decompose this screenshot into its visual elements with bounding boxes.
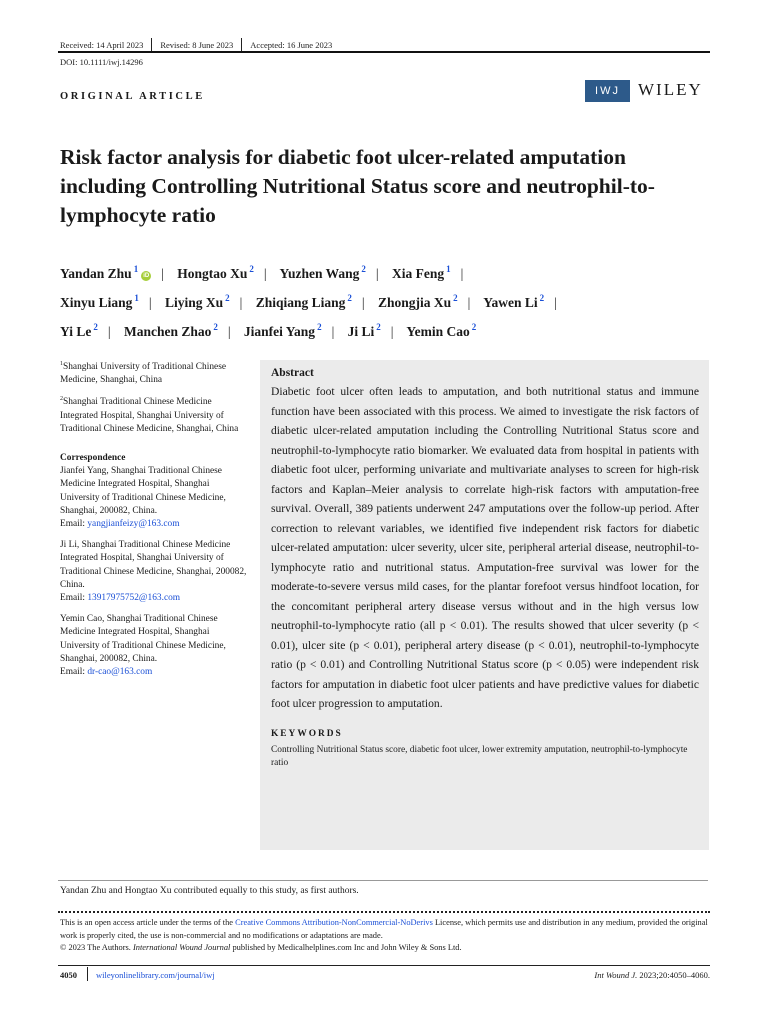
doi[interactable]: DOI: 10.1111/iwj.14296 <box>60 57 143 67</box>
correspondence-contact: Jianfei Yang, Shanghai Traditional Chinese Medicine Integrated Hospital, Shanghai University of Traditional Chinese Medicine, Shanghai, 200082, China. Email: yangjianfeizy@163.com <box>60 466 226 530</box>
article-dates <box>60 38 332 52</box>
page-number: 4050 <box>60 970 77 980</box>
author[interactable]: Yawen Li $^2$ <box>483 293 545 310</box>
email-link[interactable]: yangjianfeizy@163.com <box>87 519 180 530</box>
correspondence-heading: Correspondence <box>60 453 126 464</box>
affiliation: $^1$Shanghai University of Traditional Chinese Medicine, Shanghai, China <box>60 361 227 386</box>
footnote-rule <box>58 880 708 881</box>
footer-rule <box>58 965 710 966</box>
journal-logo-icon: IWJ <box>585 80 630 102</box>
article-type: ORIGINAL ARTICLE <box>60 91 205 102</box>
author[interactable]: Yemin Cao $^2$ <box>406 322 477 339</box>
journal-url-link[interactable]: wileyonlinelibrary.com/journal/iwj <box>96 970 215 980</box>
author[interactable]: Zhiqiang Liang $^2$ <box>255 293 352 310</box>
author[interactable]: Zhongjia Xu $^2$ <box>377 293 458 310</box>
author[interactable]: Hongtao Xu $^2$ <box>177 264 254 281</box>
accepted-date: Accepted: 16 June 2023 <box>250 40 333 50</box>
correspondence-contact: Ji Li, Shanghai Traditional Chinese Medicine Integrated Hospital, Shanghai University of Traditional Chinese Medicine, Shanghai, 200082, China. Email: 13917975752@163.com <box>60 540 247 604</box>
affiliation: $^2$Shanghai Traditional Chinese Medicine Integrated Hospital, Shanghai University of Traditional Chinese Medicine, Shanghai, China <box>60 396 239 434</box>
author[interactable]: Yuzhen Wang $^2$ <box>279 264 366 281</box>
keywords: Controlling Nutritional Status score, diabetic foot ulcer, lower extremity amputation, neutrophil-to-lymphocyte ratio <box>271 744 688 768</box>
article-title: Risk factor analysis for diabetic foot ulcer-related amputation including Controlling Nutritional Status score and neutrophil-to-lymphocyte ratio <box>60 145 655 227</box>
correspondence-contact: Yemin Cao, Shanghai Traditional Chinese Medicine Integrated Hospital, Shanghai University of Traditional Chinese Medicine, Shanghai, 200082, China. Email: dr-cao@163.com <box>60 614 226 678</box>
footer-divider <box>87 967 88 981</box>
author[interactable]: Manchen Zhao $^2$ <box>123 322 218 339</box>
abstract-text: Diabetic foot ulcer often leads to amputation, and both nutritional status and immune function have been associated with this process. We aimed to investigate the risk factors of diabetic ulcer-related amputation including the Controlling Nutritional Status score and neutrophil-to-lymphocyte ratio biomarker. We evaluated data from hospital in patients with diabetic foot ulcer, performing univariate and multivariate analyses to screen for high-risk factors and Kaplan–Meier analysis to correlate high-risk factors with amputation-free survival. Overall, 389 patients underwent 247 amputations over the follow-up period. After correction to relevant variables, we identified five independent risk factors for diabetic ulcer-related amputation: ulcer severity, ulcer site, peripheral arterial disease, neutrophil-to-lymphocyte ratio and nutritional status. Amputation-free survival was lower for the moderate-to-severe versus mild cases, for the plantar forefoot versus hindfoot location, for the concomitant peripheral artery disease versus without and in the high versus low neutrophil-to-lymphocyte ratio (all p < 0.01). The results showed that ulcer severity (p < 0.01), ulcer site (p < 0.01), peripheral artery disease (p < 0.01), neutrophil-to-lymphocyte ratio (p < 0.01) and Controlling Nutritional Status score (p < 0.05) were independent risk factors for amputation in diabetic foot ulcer patients and have predictive values for diabetic foot ulcer progression to amputation. <box>271 385 699 710</box>
email-link[interactable]: 13917975752@163.com <box>87 593 181 604</box>
author[interactable]: Jianfei Yang $^2$ <box>243 322 322 339</box>
author[interactable]: Yandan Zhu $^1$iD <box>60 264 150 281</box>
publisher-logo: WILEY <box>638 80 703 99</box>
citation: Int Wound J. 2023;20:4050–4060. <box>594 970 710 980</box>
orcid-icon[interactable]: iD <box>143 273 150 279</box>
date-divider <box>151 38 152 52</box>
author[interactable]: Xia Feng $^1$ <box>391 264 451 281</box>
author[interactable]: Liying Xu $^2$ <box>164 293 230 310</box>
header-rule <box>58 51 710 53</box>
author-footnote: Yandan Zhu and Hongtao Xu contributed equally to this study, as first authors. <box>60 886 359 896</box>
author[interactable]: Yi Le $^2$ <box>60 322 98 339</box>
date-divider <box>241 38 242 52</box>
revised-date: Revised: 8 June 2023 <box>160 40 234 50</box>
license-link[interactable]: Creative Commons Attribution-NonCommercial-NoDerivs <box>235 918 433 927</box>
license-note: This is an open access article under the terms of the Creative Commons Attribution-NonCommercial-NoDerivs License, which permits use and distribution in any medium, provided the original work is properly cited, the use is non-commercial and no modifications or adaptations are made. © 2023 The Authors. International Wound Journal published by Medicalhelplines.com Inc and John Wiley & Sons Ltd. <box>60 918 708 953</box>
received-date: Received: 14 April 2023 <box>60 40 144 50</box>
author-list: Yandan Zhu $^1$iD | Hongtao Xu $^2$ | Yuzhen Wang $^2$ | Xia Feng $^1$ | Xinyu Liang $^1$ | Liying Xu $^2$ | Zhiqiang Liang $^2$ | Zhongjia Xu $^2$ | Yawen Li $^2$ | Yi Le $^2$ | Manchen Zhao $^2$ | Jianfei Yang $^2$ | Ji Li $^2$ | Yemin Cao $^2$ <box>60 264 557 339</box>
author[interactable]: Ji Li $^2$ <box>347 322 381 339</box>
dotted-divider <box>58 911 710 913</box>
abstract-heading: Abstract <box>271 367 314 379</box>
affiliation-column <box>60 358 250 687</box>
author[interactable]: Xinyu Liang $^1$ <box>60 293 139 310</box>
abstract-panel <box>260 360 709 850</box>
email-link[interactable]: dr-cao@163.com <box>87 667 153 678</box>
keywords-heading: KEYWORDS <box>271 728 343 739</box>
